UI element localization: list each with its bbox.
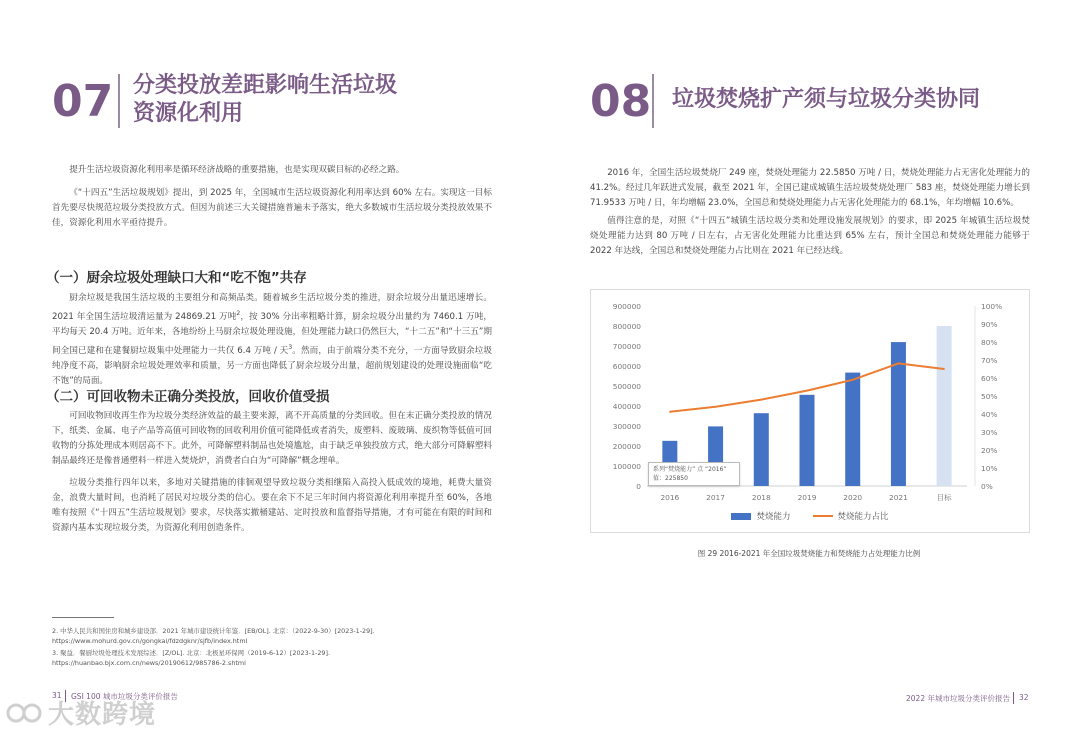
- line-point: [760, 399, 762, 401]
- y-right-tick-label: 10%: [981, 464, 998, 473]
- footer-page-number-right: 32: [1019, 693, 1029, 702]
- legend-swatch-bar: [731, 513, 751, 520]
- food-waste-text-a: 厨余垃圾是我国生活垃圾的主要组分和高频品类。随着城乡生活垃圾分类的推进，厨余垃圾分出量迅速增长。2021 年全国生活垃圾清运量为 24869.21 万吨: [52, 293, 492, 322]
- footer-report-title-right: 2022 年城市垃圾分类评价报告: [906, 694, 1010, 703]
- footnote-3: 3. 聚益．餐厨垃圾处理技术发展综述．[Z/OL]. 北京：北极星环保网（2019-6-12）[2023-1-29]. https://huanbao.bjx.com.cn/news/20190612/985786-2.shtml: [52, 649, 331, 667]
- line-point: [806, 390, 808, 392]
- y-right-tick-label: 80%: [981, 338, 998, 347]
- x-category-label: 2021: [889, 493, 908, 502]
- legend-label-capacity: 焚烧能力: [756, 512, 791, 522]
- bar-2020: [845, 373, 860, 486]
- y-right-tick-label: 90%: [981, 320, 998, 329]
- x-category-label: 2017: [706, 493, 725, 502]
- watermark-logo-icon: [6, 700, 44, 726]
- y-left-tick-label: 100000: [612, 462, 641, 471]
- footnote-rule: [52, 617, 114, 618]
- recyclables-paragraph-2: 垃圾分类推行四年以来，多地对关键措施的徘徊观望导致垃圾分类相继陷入高投入低成效的境地，耗费大量资金，浪费大量时间，也消耗了居民对垃圾分类的信心。要在余下不足三年时间内将资源化利用率提升至 60%，各地唯有按照《“十四五”生活垃圾规划》要求，尽快落实撤桶建站、定时投放和监督指导措施，才有可能在有限的时间和资源内基本实现垃圾分类，为资源化利用创造条件。: [52, 478, 492, 533]
- subheading-food-waste: （一）厨余垃圾处理缺口大和“吃不饱”共存: [46, 270, 307, 286]
- incineration-paragraph-2: 值得注意的是，对照《“十四五”城镇生活垃圾分类和处理设施发展规划》的要求，即 2025 年城镇生活垃圾焚烧处理能力达到 80 万吨 / 日左右，占无害化处理能力比重达到 65% 左右，预计全国总和焚烧处理能力能够于 2022 年达线，全国总和焚烧处理能力占比则在 2021 年已经达线。: [590, 216, 1030, 256]
- chart-tooltip: [648, 462, 740, 486]
- y-left-tick-label: 700000: [612, 342, 641, 351]
- y-left-tick-label: 600000: [612, 362, 641, 371]
- y-left-tick-label: 500000: [612, 382, 641, 391]
- incineration-paragraph-1: 2016 年，全国生活垃圾焚烧厂 249 座，焚烧处理能力 22.5850 万吨 / 日，焚烧处理能力占无害化处理能力的 41.2%。经过几年跃进式发展，截至 2021 年，全国已建成城镇生活垃圾焚烧处理厂 583 座，焚烧处理能力增长到 71.9533 万吨 / 日，年均增幅 23.0%，全国总和焚烧处理能力占无害化处理能力的 68.1%，年均增幅 10.6%。: [590, 168, 1030, 208]
- y-right-tick-label: 100%: [981, 302, 1003, 311]
- x-category-label: 目标: [936, 493, 952, 502]
- y-right-tick-label: 60%: [981, 374, 998, 383]
- recyclables-paragraph-1: 可回收物回收再生作为垃圾分类经济效益的最主要来源，离不开高质量的分类回收。但在末正确分类投放的情况下，纸类、金属、电子产品等高值可回收物的回收利用价值可能降低或者消失，废塑料、废玻璃、废织物等低值可回收物的分拣处理成本则居高不下。此外，可降解塑料制品也处境尴尬，由于缺乏单独投放方式，绝大部分可降解塑料制品最终还是像普通塑料一样进入焚烧炉，消费者白白为“可降解”概念埋单。: [52, 411, 492, 466]
- legend-label-ratio: 焚烧能力占比: [837, 512, 889, 522]
- x-category-label: 2020: [843, 493, 863, 502]
- legend-swatch-line: [813, 515, 833, 517]
- food-waste-text-c: 。然而，由于前端分类不充分，一方面导致厨余垃圾纯净度不高，影响厨余垃圾处理效率和质量，另一方面也降低了厨余垃圾分出量，超前规划建设的处理设施面临“吃不饱”的局面。: [52, 345, 492, 386]
- section-divider: [118, 74, 120, 128]
- footnote-2: 2. 中华人民共和国住房和城乡建设部．2021 年城市建设统计年鉴．[EB/OL]. 北京：（2022-9-30）[2023-1-29]. https://www.mohurd.gov.cn/gongkai/fdzdgknr/sjfb/index.html: [52, 627, 375, 645]
- y-right-tick-label: 0%: [981, 482, 993, 491]
- y-left-tick-label: 0: [636, 482, 641, 491]
- footer-report-title-left: GSI 100 城市垃圾分类评价报告: [71, 692, 178, 701]
- section-title-line2: 资源化利用: [133, 101, 244, 126]
- x-category-label: 2019: [797, 493, 817, 502]
- y-right-tick-label: 40%: [981, 410, 998, 419]
- subheading-recyclables: （二）可回收物未正确分类投放，回收价值受损: [46, 389, 330, 405]
- y-left-tick-label: 200000: [612, 442, 641, 451]
- section-title-line1: 分类投放差距影响生活垃圾: [133, 73, 398, 98]
- footer-separator-right: [1013, 692, 1014, 704]
- footnote-ref-2: 2: [236, 310, 241, 317]
- intro-paragraph-2: 《“十四五”生活垃圾规划》提出，到 2025 年，全国城市生活垃圾资源化利用率达到 60% 左右。实现这一目标首先要尽快规范垃圾分类投放方式。但因为前述三大关键措施普遍未予落实，绝大多数城市生活垃圾分类投放效果不佳，资源化利用水平亟待提升。: [52, 188, 492, 228]
- watermark: [6, 694, 156, 731]
- section-title-08: 垃圾焚烧扩产须与垃圾分类协同: [672, 87, 981, 112]
- y-left-tick-label: 300000: [612, 422, 641, 431]
- food-waste-paragraph: [52, 291, 492, 389]
- line-point: [669, 411, 671, 413]
- y-left-tick-label: 900000: [612, 302, 641, 311]
- legend-item-capacity: [731, 510, 790, 522]
- footnote-ref-3: 3: [288, 343, 293, 351]
- incineration-chart: [590, 289, 1030, 533]
- y-right-tick-label: 50%: [981, 392, 998, 401]
- line-point: [715, 406, 717, 408]
- y-left-tick-label: 800000: [612, 322, 641, 331]
- x-category-label: 2018: [751, 493, 771, 502]
- chart-caption: 图 29 2016-2021 年全国垃圾焚烧能力和焚烧能力占处理能力比例: [697, 549, 921, 558]
- footer-page-number-left: 31: [52, 691, 62, 700]
- section-number-07: 07: [52, 76, 114, 127]
- food-waste-text-b: ，按 30% 分出率粗略计算，厨余垃圾分出量约为 7460.1 万吨，平均每天 20.4 万吨。近年来，各地纷纷上马厨余垃圾处理设施，但处理能力缺口仍然巨大，“十二五”和“十三五”期间全国已建和在建餐厨垃圾集中处理能力一共仅 6.4 万吨 / 天: [52, 311, 492, 356]
- tooltip-line1: 系列“焚烧能力” 点 “2016”: [653, 466, 727, 473]
- legend-item-ratio: [813, 510, 889, 522]
- y-right-tick-label: 70%: [981, 356, 998, 365]
- watermark-text: 大数跨境: [48, 700, 157, 730]
- bar-2018: [754, 413, 769, 486]
- section-divider-right: [652, 74, 654, 128]
- y-right-tick-label: 20%: [981, 446, 998, 455]
- tooltip-line2: 值：225850: [653, 475, 688, 482]
- bar-2019: [800, 395, 815, 486]
- line-point: [852, 379, 854, 381]
- line-point: [898, 363, 900, 365]
- y-right-tick-label: 30%: [981, 428, 998, 437]
- section-title-07: [133, 72, 397, 128]
- line-point: [943, 368, 945, 370]
- x-category-label: 2016: [660, 493, 680, 502]
- section-number-08: 08: [590, 76, 652, 127]
- chart-legend: [591, 510, 1029, 522]
- bar-target: [937, 326, 952, 486]
- intro-paragraph-1: 提升生活垃圾资源化利用率是循环经济战略的重要措施，也是实现双碳目标的必经之路。: [69, 165, 405, 175]
- y-left-tick-label: 400000: [612, 402, 641, 411]
